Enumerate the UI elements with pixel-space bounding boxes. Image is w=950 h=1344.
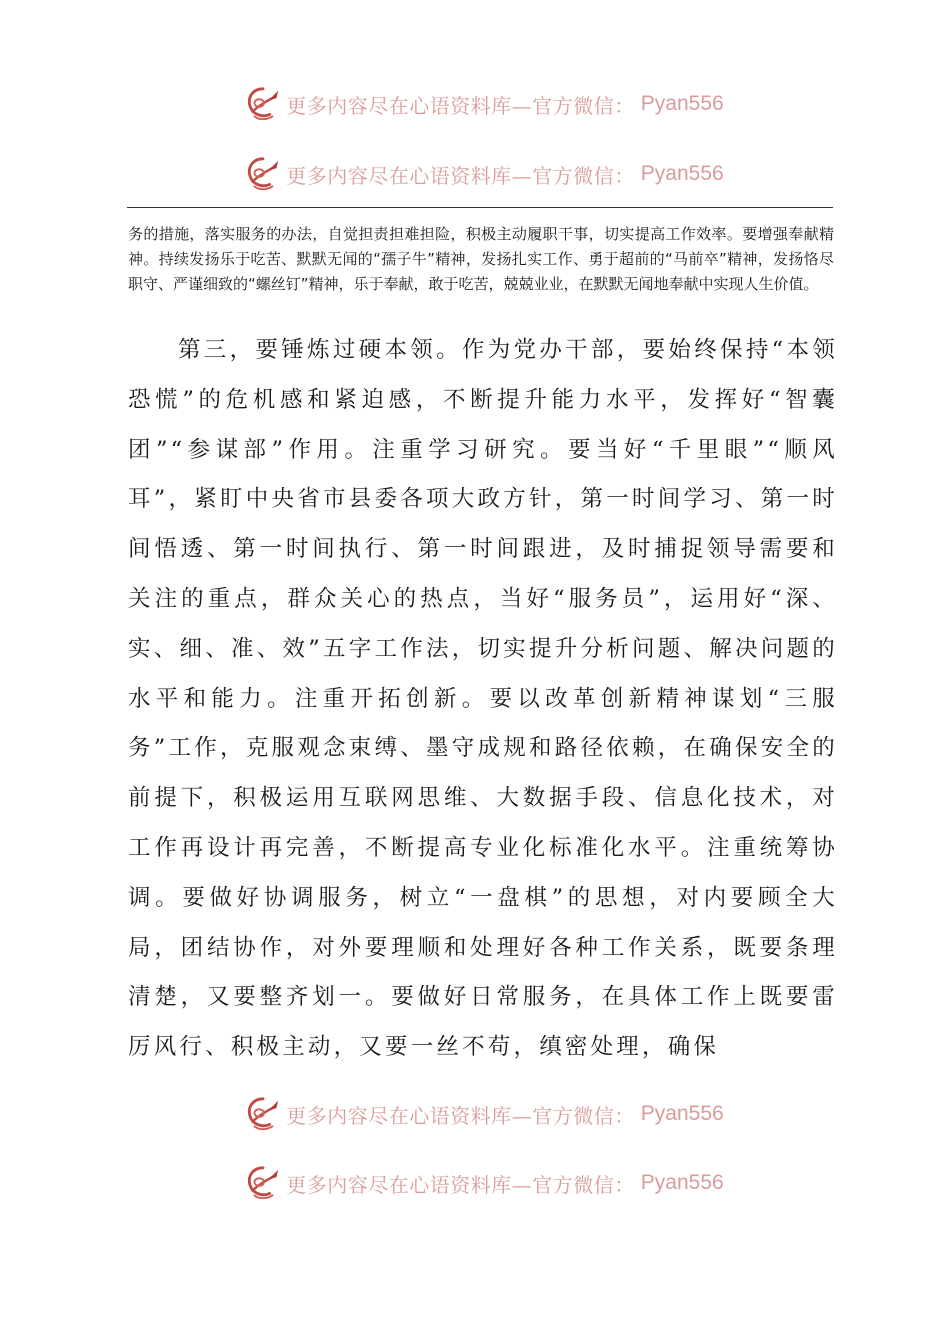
body-paragraph: 第三，要锤炼过硬本领。作为党办干部，要始终保持“本领恐慌”的危机感和紧迫感，不断提升能力水平，发挥好“智囊团”“参谋部”作用。注重学习研究。要当好“千里眼”“顺风耳”，紧盯中央省市县委各项大政方针，第一时间学习、第一时间悟透、第一时间执行、第一时间跟进，及时捕捉领导需要和关注的重点，群众关心的热点，当好“服务员”，运用好“深、实、细、准、效”五字工作法，切实提升分析问题、解决问题的水平和能力。注重开拓创新。要以改革创新精神谋划“三服务”工作，克服观念束缚、墨守成规和路径依赖，在确保安全的前提下，积极运用互联网思维、大数据手段、信息化技术，对工作再设计再完善，不断提高专业化标准化水平。注重统筹协调。要做好协调服务，树立“一盘棋”的思想，对内要顾全大局，团结协作，对外要理顺和处理好各种工作关系，既要条理清楚，又要整齐划一。要做好日常服务，在具体工作上既要雷厉风行、积极主动，又要一丝不苟，缜密处理，确保 [128, 337, 838, 1061]
pen-swirl-logo-icon [244, 1095, 282, 1133]
pen-swirl-logo-icon [244, 155, 282, 193]
watermark-content [244, 85, 723, 123]
watermark-wechat-id: Pyan556 [640, 162, 724, 185]
watermark-wechat-id: Pyan556 [640, 92, 724, 115]
watermark-wechat-id: Pyan556 [640, 1171, 724, 1194]
watermark-banner [0, 152, 950, 196]
continued-paragraph: 务的措施，落实服务的办法，自觉担责担难担险，积极主动履职干事，切实提高工作效率。要增强奉献精神。持续发扬乐于吃苦、默默无闻的“孺子牛”精神，发扬扎实工作、勇于超前的“马前卒”精神，发扬恪尽职守、严谨细致的“螺丝钉”精神，乐于奉献，敢于吃苦，兢兢业业，在默默无闻地奉献中实现人生价值。 [128, 225, 834, 293]
watermark-banner [0, 82, 950, 126]
pen-swirl-logo-icon [244, 1164, 282, 1202]
watermark-text: 更多内容尽在心语资料库—官方微信： [286, 1103, 635, 1128]
watermark-banner [0, 1092, 950, 1136]
watermark-wechat-id: Pyan556 [640, 1102, 724, 1125]
watermark-content [244, 1164, 723, 1202]
watermark-text: 更多内容尽在心语资料库—官方微信： [286, 93, 635, 118]
pen-swirl-logo-icon [244, 85, 282, 123]
watermark-content [244, 155, 723, 193]
watermark-banner [0, 1161, 950, 1205]
watermark-text: 更多内容尽在心语资料库—官方微信： [286, 1172, 635, 1197]
watermark-content [244, 1095, 723, 1133]
header-divider [127, 207, 833, 208]
watermark-text: 更多内容尽在心语资料库—官方微信： [286, 163, 635, 188]
